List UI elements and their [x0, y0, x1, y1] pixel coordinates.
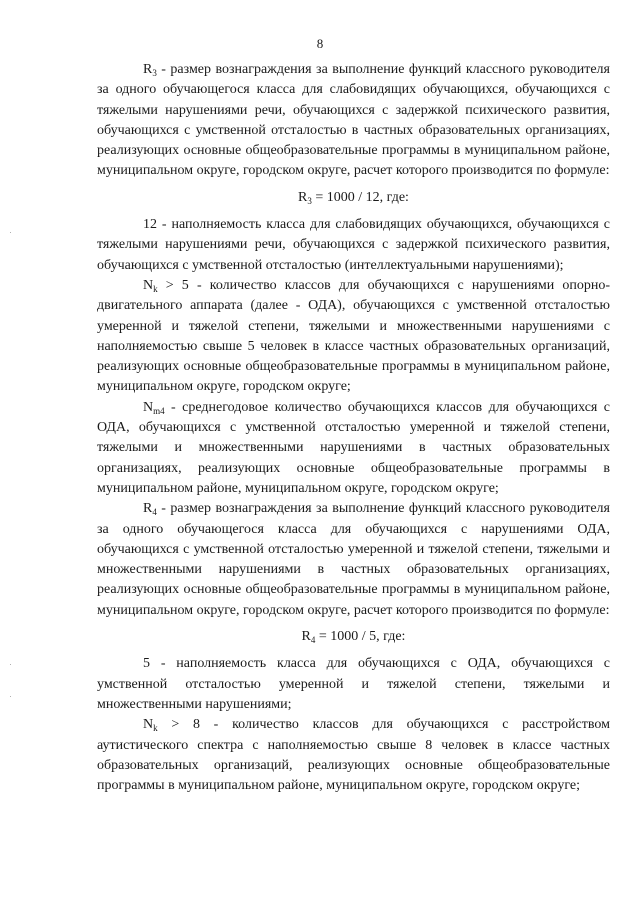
- formula-symbol: R: [301, 629, 311, 645]
- paragraph-text: > 8 - количество классов для обучающихся с расстройством аутистического спектра с наполняемостью свыше 8 человек в классе частных образовательных организаций, реализующих основные общеобразовательные программы в муниципальном районе, муниципальном округе, городском округе;: [97, 717, 610, 794]
- symbol-subscript: 3: [152, 68, 157, 78]
- formula-symbol: R: [298, 189, 308, 205]
- paragraph-text: 5 - наполняемость класса для обучающихся с ОДА, обучающихся с умственной отсталостью умеренной и тяжелой степени, тяжелыми и множественными нарушениями;: [97, 656, 610, 712]
- paragraph-text: 12 - наполняемость класса для слабовидящих обучающихся, обучающихся с тяжелыми нарушениями речи, обучающихся с задержкой психического развития, обучающихся с умственной отсталостью (интеллектуальными нарушениями);: [97, 217, 610, 273]
- paragraph-5-definition: [97, 654, 610, 715]
- formula-text: = 1000 / 12, где:: [311, 189, 409, 205]
- page-number: 8: [316, 36, 324, 51]
- formula-r3: [97, 188, 610, 208]
- paragraph-nk5-definition: [97, 276, 610, 398]
- paragraph-text: - размер вознаграждения за выполнение функций классного руководителя за одного обучающегося класса для слабовидящих обучающихся, обучающихся с тяжелыми нарушениями речи, обучающихся с задержкой психического развития, обучающихся с умственной отсталостью в частных образовательных организациях, реализующих основные общеобразовательные программы в муниципальном районе, муниципальном округе, городском округе, расчет которого производится по формуле:: [97, 62, 610, 179]
- symbol: R: [143, 62, 153, 77]
- paragraph-12-definition: [97, 215, 610, 276]
- symbol: N: [143, 399, 154, 415]
- paragraph-text: - среднегодовое количество обучающихся классов для обучающихся с ОДА, обучающихся с умственной отсталостью умеренной и тяжелой степени, тяжелыми и множественными нарушениями в частных образовательных организациях, реализующих основные общеобразовательные программы в муниципальном районе, муниципальном округе, городском округе;: [97, 399, 610, 496]
- paragraph-r4-definition: [97, 499, 610, 621]
- margin-mark: [10, 664, 11, 665]
- formula-text: = 1000 / 5, где:: [315, 629, 406, 645]
- document-body: [97, 60, 610, 796]
- symbol: N: [143, 717, 154, 733]
- margin-mark: [10, 232, 11, 233]
- symbol-subscript: k: [153, 723, 158, 734]
- paragraph-r3-definition: [97, 60, 610, 182]
- symbol: R: [143, 501, 153, 517]
- margin-mark: [10, 696, 11, 697]
- paragraph-text: > 5 - количество классов для обучающихся с нарушениями опорно-двигательного аппарата (далее - ОДА), обучающихся с умственной отсталостью умеренной и тяжелой степени, тяжелыми и множественными нарушениями с наполняемостью свыше 5 человек в классе частных образовательных организаций, реализующих основные общеобразовательные программы в муниципальном районе, муниципальном округе, городском округе;: [97, 277, 610, 395]
- paragraph-nk8-definition: [97, 715, 610, 796]
- formula-subscript: 3: [307, 195, 312, 206]
- symbol: N: [143, 277, 154, 293]
- paragraph-nm4-definition: [97, 398, 610, 499]
- formula-r4: [97, 627, 610, 647]
- symbol-subscript: 4: [152, 507, 157, 518]
- paragraph-text: - размер вознаграждения за выполнение функций классного руководителя за одного обучающегося класса для обучающихся с нарушениями ОДА, обучающихся с умственной отсталостью умеренной и тяжелой степени, тяжелыми и множественными нарушениями в частных образовательных организациях, реализующих основные общеобразовательные программы в муниципальном районе, муниципальном округе, городском округе, расчет которого производится по формуле:: [97, 501, 610, 618]
- symbol-subscript: m4: [153, 405, 165, 416]
- symbol-subscript: k: [153, 283, 158, 294]
- formula-subscript: 4: [310, 635, 316, 646]
